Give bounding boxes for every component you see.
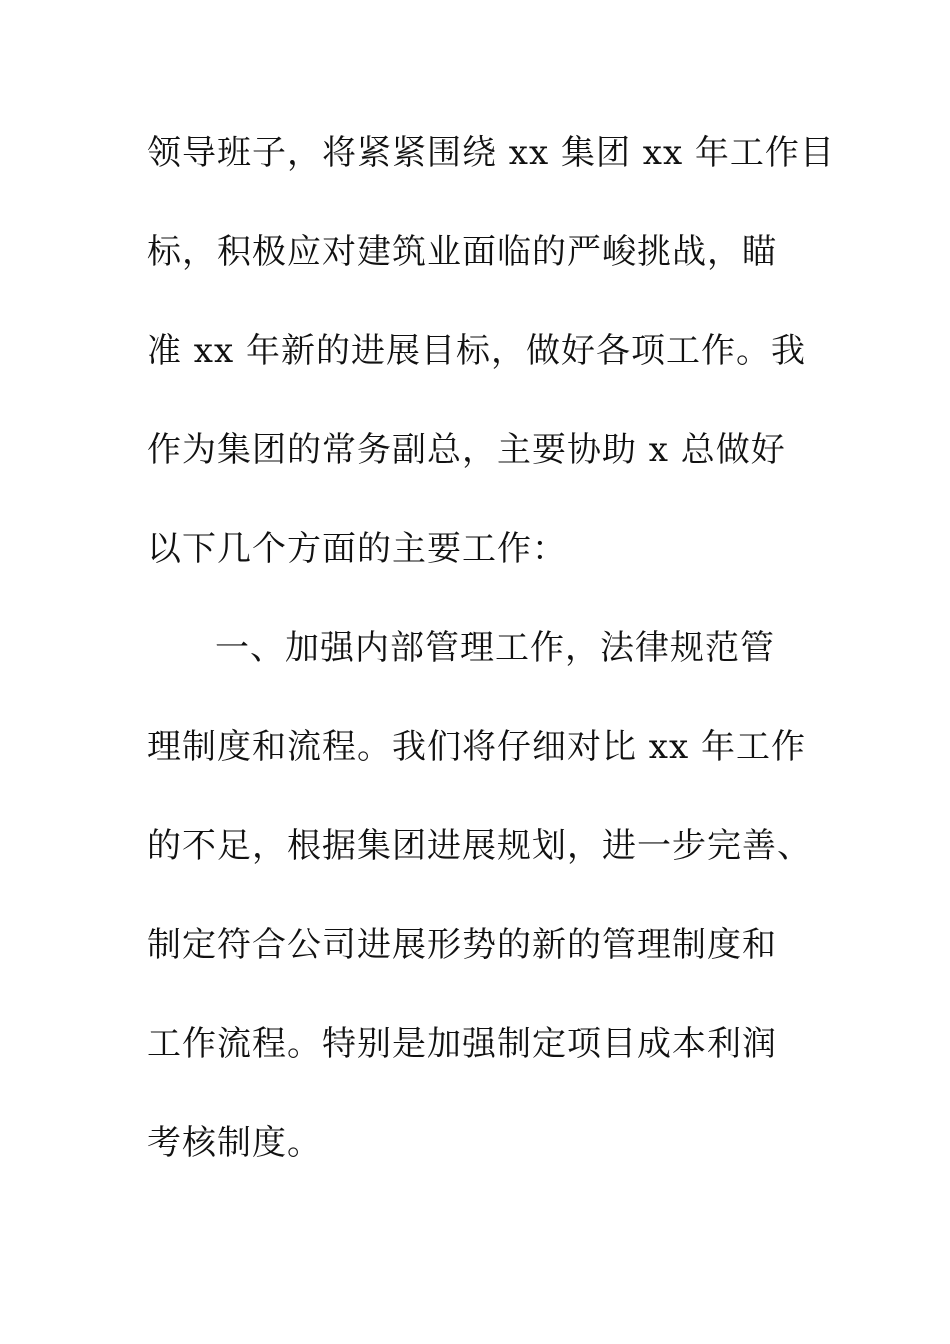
text-line: 一、加强内部管理工作，法律规范管 — [215, 628, 775, 668]
text-line: 作为集团的常务副总，主要协助 x 总做好 — [147, 430, 786, 470]
text-line: 制定符合公司进展形势的新的管理制度和 — [147, 925, 777, 965]
text-line: 准 xx 年新的进展目标，做好各项工作。我 — [147, 331, 806, 371]
text-line: 领导班子，将紧紧围绕 xx 集团 xx 年工作目 — [147, 133, 835, 173]
text-line: 理制度和流程。我们将仔细对比 xx 年工作 — [147, 727, 806, 767]
text-line: 工作流程。特别是加强制定项目成本利润 — [147, 1024, 777, 1064]
text-line: 的不足，根据集团进展规划，进一步完善、 — [147, 826, 812, 866]
body-text — [147, 128, 835, 1217]
paragraph-2 — [147, 623, 827, 1217]
text-line: 标，积极应对建筑业面临的严峻挑战，瞄 — [147, 232, 777, 272]
paragraph-1 — [147, 128, 835, 623]
text-line: 以下几个方面的主要工作： — [147, 529, 567, 569]
text-line: 考核制度。 — [147, 1123, 322, 1163]
